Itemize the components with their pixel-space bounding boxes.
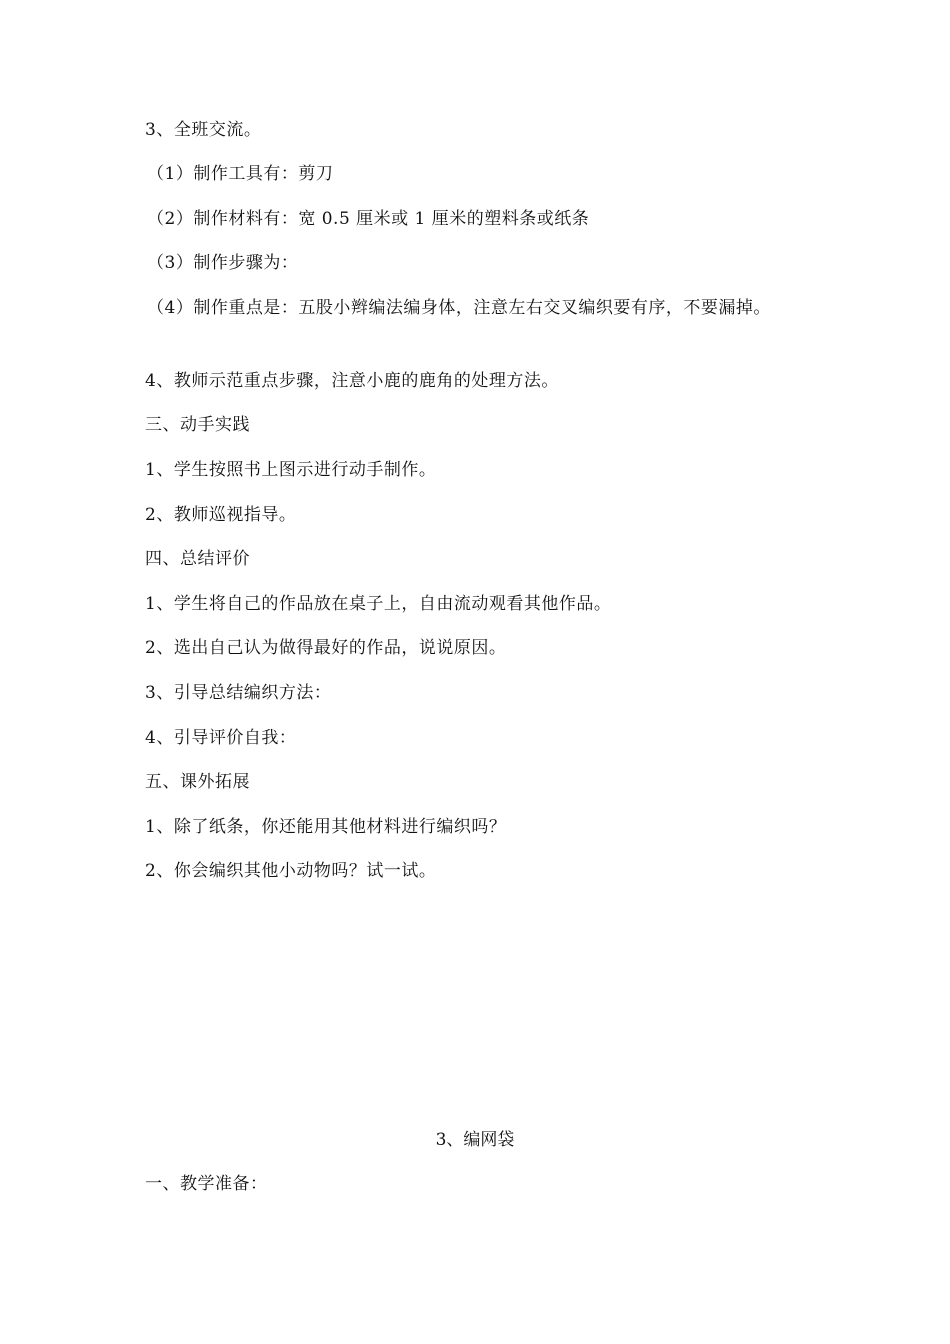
evaluation-item-4: 4、引导评价自我： <box>145 728 297 748</box>
section-heading-evaluation: 四、总结评价 <box>145 549 250 569</box>
section-heading-practice: 三、动手实践 <box>145 415 250 435</box>
extension-item-2: 2、你会编织其他小动物吗？试一试。 <box>145 861 437 881</box>
practice-item-2: 2、教师巡视指导。 <box>145 505 297 525</box>
evaluation-item-3: 3、引导总结编织方法： <box>145 683 332 703</box>
step-3-class-discussion: 3、全班交流。 <box>145 120 262 140</box>
sub-item-steps: （3）制作步骤为： <box>147 253 299 273</box>
sub-item-key-points: （4）制作重点是：五股小辫编法编身体，注意左右交叉编织要有序，不要漏掉。 <box>147 298 771 318</box>
step-4-teacher-demo: 4、教师示范重点步骤，注意小鹿的鹿角的处理方法。 <box>145 371 559 391</box>
lesson-title: 3、编网袋 <box>435 1130 515 1150</box>
section-heading-preparation: 一、教学准备： <box>145 1174 268 1194</box>
sub-item-tools: （1）制作工具有：剪刀 <box>147 164 334 184</box>
practice-item-1: 1、学生按照书上图示进行动手制作。 <box>145 460 437 480</box>
extension-item-1: 1、除了纸条，你还能用其他材料进行编织吗？ <box>145 817 507 837</box>
evaluation-item-2: 2、选出自己认为做得最好的作品，说说原因。 <box>145 638 507 658</box>
section-heading-extension: 五、课外拓展 <box>145 772 250 792</box>
evaluation-item-1: 1、学生将自己的作品放在桌子上，自由流动观看其他作品。 <box>145 594 612 614</box>
sub-item-materials: （2）制作材料有：宽 0.5 厘米或 1 厘米的塑料条或纸条 <box>147 209 590 229</box>
